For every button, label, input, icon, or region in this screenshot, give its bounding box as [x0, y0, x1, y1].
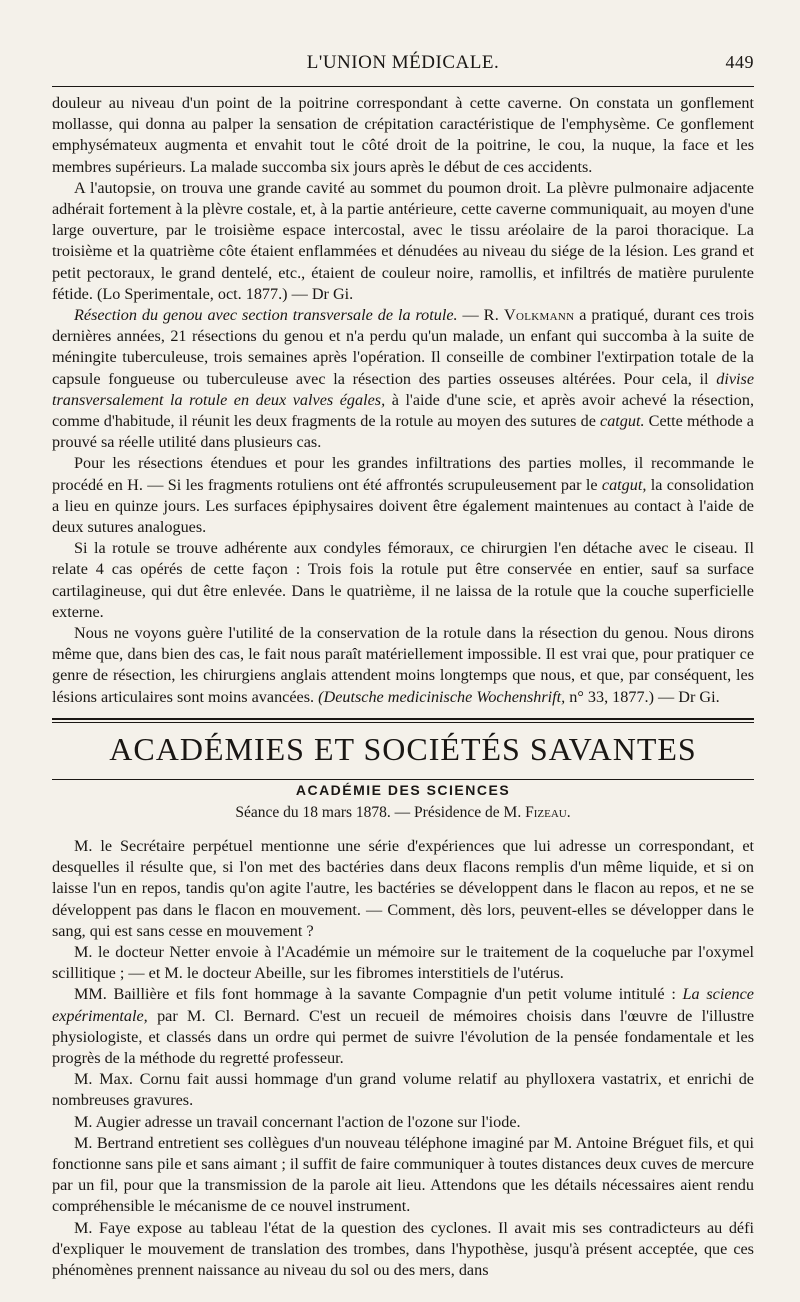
journal-title: L'UNION MÉDICALE. [306, 52, 500, 73]
paragraph-case-continued: douleur au niveau d'un point de la poitrine correspondant à cette caverne. On constata un gonflement mollasse, qui donna au palper la sensation de crépitation caractéristique de l'emphysème. Ce gonflement emphysémateux augmenta et envahit tout le côté droit de la poitrine, le cou, la nuque, la face et les membres supérieurs. La malade succomba six jours après le début de ces accidents. [52, 94, 754, 176]
paragraph-resection-intro: Résection du genou avec section transversale de la rotule. — R. Volkmann a pratiqué, durant ces trois dernières années, 21 résections du genou et n'a perdu qu'un malade, un enfant qui succomba à la suite de méningite tuberculeuse, trois semaines après l'opération. Il conseille de combiner l'extirpation totale de la capsule fongueuse ou tuberculeuse avec la résection des parties osseuses altérées. Pour cela, il divise transversalement la rotule en deux valves égales, à l'aide d'une scie, et après avoir achevé la résection, comme d'habitude, il réunit les deux fragments de la rotule au moyen des sutures de catgut. Cette méthode a prouvé sa réelle utilité dans plusieurs cas. [52, 306, 755, 452]
academy-paragraph-2: M. le docteur Netter envoie à l'Académie un mémoire sur le traitement de la coqueluche par l'oxymel scillitique ; — et M. le docteur Abeille, sur les fibromes interstitiels de l'utérus. [52, 942, 754, 983]
resection-author: R. Volkmann [483, 306, 575, 325]
article-body [52, 93, 754, 708]
section-divider-bottom [52, 779, 754, 780]
paragraph-resection-3: Si la rotule se trouve adhérente aux condyles fémoraux, ce chirurgien l'en détache avec le ciseau. Il relate 4 cas opérés de cette façon : Trois fois la rotule put être conservée en entier, sauf sa surface cartilagineuse, qui dut être enlevée. Dans le quatrième, il ne laissa de la rotule que la couche superficielle externe. [52, 539, 754, 621]
president-name: Fizeau. [525, 803, 571, 821]
academy-paragraph-6: M. Bertrand entretient ses collègues d'un nouveau téléphone imaginé par M. Antoine Bréguet fils, et qui fonctionne sans pile et sans aimant ; il suffit de faire communiquer à toutes distances deux cuves de mercure par un fil, pour que la transmission de la parole ait lieu. Attendons que les détails nécessaires aient rendu compréhensible le mécanisme de ce nouvel instrument. [52, 1133, 754, 1216]
seance-line: Séance du 18 mars 1878. — Présidence de M. Fizeau. [235, 803, 571, 821]
section-title: ACADÉMIES ET SOCIÉTÉS SAVANTES [109, 730, 697, 767]
book-title: La science expérimentale, [52, 985, 754, 1025]
running-head [52, 52, 754, 76]
academy-paragraph-7: M. Faye expose au tableau l'état de la question des cyclones. Il avait mis ses contradicteurs au défi d'expliquer le mouvement de translation des trombes, dans l'hypothèse, jusqu'à présent acceptée, que ces phénomènes prennent naissance au niveau du sol ou des mers, dans [52, 1218, 754, 1279]
academy-paragraph-3: MM. Baillière et fils font hommage à la savante Compagnie d'un petit volume intitulé : La science expérimentale, par M. Cl. Bernard. C'est un recueil de mémoires choisis dans l'œuvre de l'illustre physiologiste, et classés dans un ordre qui permet de suivre l'évolution de la pensée fondamentale et les progrès de la méthode du regretté professeur. [52, 985, 754, 1067]
page-number: 449 [725, 52, 754, 72]
paragraph-resection-2: Pour les résections étendues et pour les grandes infiltrations des parties molles, il recommande le procédé en H. — Si les fragments rotuliens ont été affrontés scrupuleusement par le catgut, la consolidation a lieu en quinze jours. Les surfaces épiphysaires doivent être également maintenues au contact à l'aide de deux sutures analogues. [52, 454, 755, 537]
academy-body [52, 836, 754, 1281]
resection-title: Résection du genou avec section transversale de la rotule. [74, 306, 458, 325]
header-rule [52, 86, 754, 87]
section-divider-top [52, 718, 754, 723]
academy-paragraph-4: M. Max. Cornu fait aussi hommage d'un grand volume relatif au phylloxera vastatrix, et enrichi de nombreuses gravures. [52, 1070, 754, 1110]
paragraph-resection-4: Nous ne voyons guère l'utilité de la conservation de la rotule dans la résection du genou. Nous dirons même que, dans bien des cas, le fait nous paraît matériellement impossible. Il est vrai que, pour pratiquer ce genre de résection, les chirurgiens anglais attendent moins longtemps que nous, et que, par conséquent, les lésions articulaires sont moins avancées. (Deutsche medicinische Wochenshrift, n° 33, 1877.) — Dr Gi. [52, 624, 754, 706]
source-citation: (Deutsche medicinische Wochenshrift, [318, 687, 566, 706]
subsection-title: ACADÉMIE DES SCIENCES [295, 781, 511, 798]
paragraph-autopsy: A l'autopsie, on trouva une grande cavité au sommet du poumon droit. La plèvre pulmonaire adjacente adhérait fortement à la plèvre costale, et, à la partie antérieure, cette caverne communiquait, au moyen d'une large ouverture, par le troisième espace intercostal, avec le tissu aréolaire de la paroi thoracique. La troisième et la quatrième côte étaient enflammées et dénudées au niveau du siége de la lésion. Les grand et petit pectoraux, le grand dentelé, etc., étaient de couleur noire, ramollis, et infiltrés de matière purulente fétide. (Lo Sperimentale, oct. 1877.) — Dr Gi. [52, 178, 754, 303]
academy-paragraph-5: M. Augier adresse un travail concernant l'action de l'ozone sur l'iode. [74, 1112, 521, 1131]
academy-paragraph-1: M. le Secrétaire perpétuel mentionne une série d'expériences que lui adresse un correspondant, et desquelles il résulte que, si l'on met des bactéries dans deux flacons remplis d'un même liquide, et si on laisse l'un en repos, tandis qu'on agite l'autre, les bactéries se développent dans le flacon au repos, et ne se développent pas dans le flacon en mouvement. — Comment, dès lors, peuvent-elles se développer dans le sang, qui est sans cesse en mouvement ? [52, 836, 754, 940]
